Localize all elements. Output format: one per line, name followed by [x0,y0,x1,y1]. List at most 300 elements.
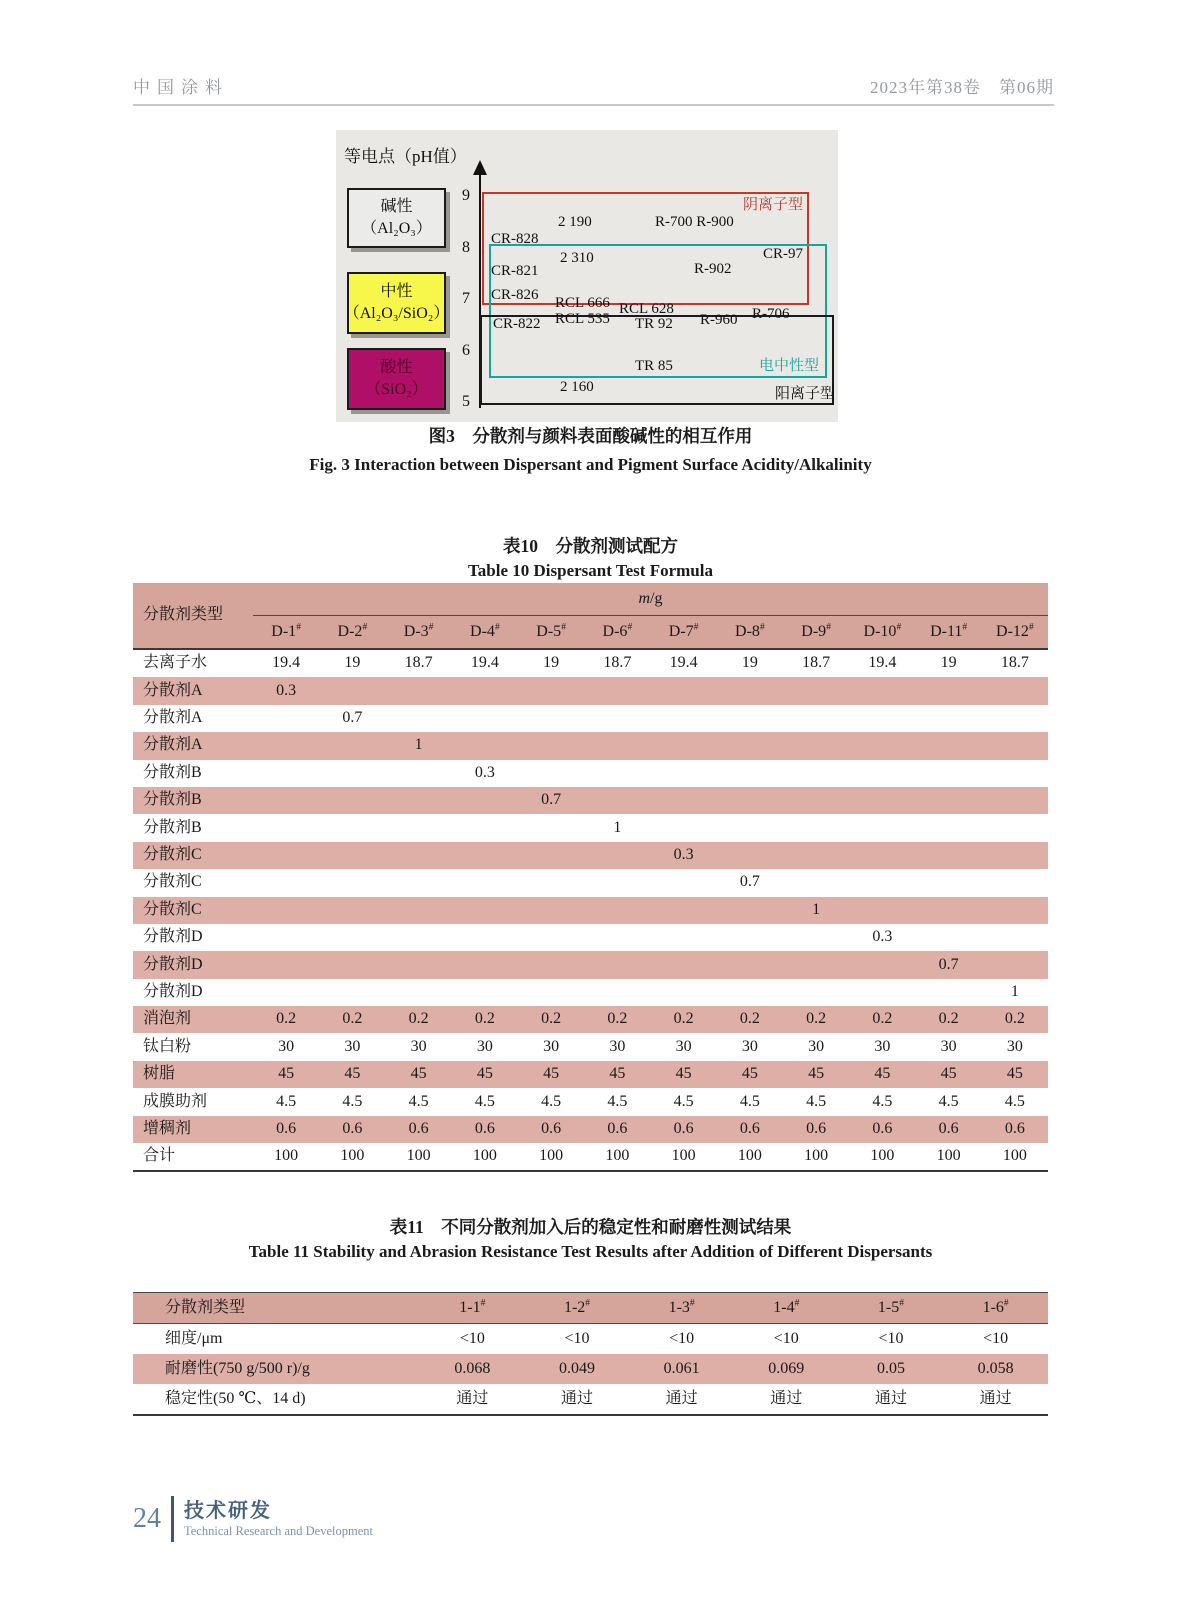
table-cell: 30 [808,1037,825,1055]
table-cell [916,787,982,814]
table-cell [783,869,849,896]
table-cell [452,951,518,978]
table-cell [651,814,717,841]
table11-title-en-wrap [133,1243,1048,1261]
table-cell [916,677,982,704]
table-cell [916,897,982,924]
table-cell [916,842,982,869]
table-cell: 分散剂C [133,897,253,924]
table11 [133,1292,1048,1416]
table-cell: 0.05 [839,1354,944,1384]
table-cell [319,924,385,951]
table-cell: 4.5 [872,1092,893,1110]
page-number: 24 [133,1503,161,1534]
table10-title-cn-wrap [133,538,1048,556]
table-cell [717,897,783,924]
footer-section [184,1499,373,1539]
header-cell: D-5# [518,616,584,650]
table-cell: 45 [253,1061,319,1088]
data-point-label: 阳离子型 [775,386,836,403]
table-cell [982,787,1048,814]
table-cell: 45 [717,1061,783,1088]
table-row [133,1033,1048,1060]
table-row [133,1116,1048,1143]
table-cell [783,814,849,841]
table-cell [584,677,650,704]
data-point-label: CR-826 [491,286,539,303]
table-cell: 0.7 [342,709,363,727]
table-cell: 4.5 [541,1092,562,1110]
data-point-label: R-902 [694,261,732,278]
table-cell [253,869,319,896]
table-cell [518,951,584,978]
table-cell: <10 [669,1329,695,1347]
table-cell [452,732,518,759]
table-cell: 0.6 [982,1116,1048,1143]
table-cell: 分散剂B [143,818,202,836]
table-cell: 4.5 [806,1092,827,1110]
table11-title-en: Table 11 Stability and Abrasion Resistance Test Results after Addition of Different Dispersants [248,1242,933,1261]
table-cell [518,760,584,787]
table-cell [849,732,915,759]
table-cell: 4.5 [408,1092,429,1110]
table-row [133,1088,1048,1115]
table10-title-en: Table 10 Dispersant Test Formula [468,561,713,580]
table-cell: 0.2 [319,1006,385,1033]
figure-caption-cn: 图3 分散剂与颜料表面酸碱性的相互作用 [428,426,753,446]
table-cell: 30 [675,1037,692,1055]
table-cell: 100 [717,1143,783,1171]
table-cell: 0.3 [474,763,495,781]
table-cell: 分散剂A [143,709,203,727]
table10 [133,583,1048,1172]
category-box-alkaline [347,188,446,248]
header-cell: 1-5# [839,1293,944,1324]
table-cell: 19.4 [470,654,499,672]
table-cell: 0.7 [739,873,760,891]
header-cell: 1-1# [420,1293,525,1324]
table-cell [584,951,650,978]
figure-plot [336,130,838,422]
table10-title-cn: 表10 分散剂测试配方 [503,536,678,556]
table-cell [452,705,518,732]
table-cell: 0.061 [629,1354,734,1384]
table-cell: 0.6 [651,1116,717,1143]
table-cell: 4.5 [474,1092,495,1110]
table-cell [849,760,915,787]
table-cell: 100 [386,1143,452,1171]
table-cell [584,760,650,787]
table-cell [584,897,650,924]
table-cell [717,760,783,787]
table-cell [452,869,518,896]
table-cell: 100 [982,1143,1048,1171]
table-cell [253,732,319,759]
table-cell: 30 [410,1037,427,1055]
table-cell [584,842,650,869]
table-cell [452,924,518,951]
table-cell [717,814,783,841]
table-cell [253,897,319,924]
table-cell: 4.5 [938,1092,959,1110]
page-header [133,72,1054,106]
header-cell: 1-4# [734,1293,839,1324]
table-cell: 分散剂C [133,842,253,869]
table-cell: 0.2 [518,1006,584,1033]
table-row [133,1324,1048,1355]
table-cell: 18.7 [404,654,433,672]
table-cell [253,979,319,1006]
table-cell: 18.7 [1000,654,1029,672]
table-cell [319,842,385,869]
table-cell [253,705,319,732]
table-cell: 分散剂D [143,982,203,1000]
y-tick: 8 [462,238,470,256]
table-cell [319,869,385,896]
table-cell: 0.2 [849,1006,915,1033]
header-cell: D-10# [849,616,915,650]
table-cell: 0.6 [916,1116,982,1143]
table-row [133,924,1048,951]
y-axis-arrow-icon [473,160,487,175]
header-cell: D-1# [253,616,319,650]
table-cell [849,705,915,732]
table-cell [386,979,452,1006]
table-cell: 0.049 [525,1354,630,1384]
table-cell [386,951,452,978]
table-cell: 18.7 [802,654,831,672]
data-point-label: CR-828 [491,230,539,247]
table-cell: 0.7 [518,787,584,814]
table-cell [518,705,584,732]
table-cell: 0.2 [452,1006,518,1033]
data-point-label: CR-822 [493,315,541,332]
table-cell: 30 [278,1037,295,1055]
y-tick: 6 [462,341,470,359]
table-cell: 30 [1006,1037,1023,1055]
table-cell: 0.2 [584,1006,650,1033]
table10-title-en-wrap [133,562,1048,580]
table-cell: 4.5 [276,1092,297,1110]
table-cell [982,869,1048,896]
table-cell [916,732,982,759]
category-label: 碱性 [380,198,413,216]
data-point-label: RCL 628 [619,300,674,317]
table-cell: 30 [741,1037,758,1055]
table-cell [319,787,385,814]
table-cell [651,951,717,978]
table-cell: 0.2 [783,1006,849,1033]
table-cell: 细度/μm [165,1329,223,1347]
table-cell [518,869,584,896]
table-row [133,1006,1048,1033]
data-point-label: R-700 R-900 [655,213,734,230]
header-cell: 分散剂类型 [133,1293,420,1324]
table-cell [783,979,849,1006]
table-cell [518,897,584,924]
table-cell: 0.6 [319,1116,385,1143]
category-formula: （Al₂O₃） [361,220,432,237]
table-cell [253,760,319,787]
table-cell [319,732,385,759]
category-box-neutral [343,272,450,334]
table-cell [783,842,849,869]
footer-section-en: Technical Research and Development [184,1524,373,1538]
data-point-label: 电中性型 [759,357,820,374]
table-row [133,897,1048,924]
table-cell: 100 [849,1143,915,1171]
table-cell: 100 [783,1143,849,1171]
table-cell: 0.6 [518,1116,584,1143]
table-cell [319,951,385,978]
header-cell: D-11# [916,616,982,650]
table-cell [783,787,849,814]
table-cell: 45 [916,1061,982,1088]
table-cell: 1 [613,818,622,836]
table-row [133,705,1048,732]
header-cell: D-4# [452,616,518,650]
table-cell: 1 [386,732,452,759]
table-cell: 合计 [133,1143,253,1171]
table-cell [584,705,650,732]
table-cell: 0.069 [734,1354,839,1384]
table-cell [319,814,385,841]
header-cell: 1-6# [943,1293,1048,1324]
table-cell: 0.6 [386,1116,452,1143]
table-cell: 30 [874,1037,891,1055]
category-label: 酸性 [380,359,413,377]
table-cell [651,677,717,704]
table11-title-cn-wrap [133,1219,1048,1237]
table-cell: 19 [543,654,560,672]
table-cell: 0.2 [651,1006,717,1033]
table-row [133,814,1048,841]
data-point-label: R-960 [700,312,738,329]
table-row [133,1143,1048,1171]
table-cell: <10 [459,1329,485,1347]
table-cell [253,787,319,814]
table-cell [916,760,982,787]
table-cell: 稳定性(50 ℃、14 d) [133,1384,420,1415]
table-cell [849,842,915,869]
table-cell [783,924,849,951]
table-cell [386,705,452,732]
table-cell [584,924,650,951]
table-cell: 4.5 [739,1092,760,1110]
table-cell: 100 [916,1143,982,1171]
table-cell [982,677,1048,704]
table-cell [584,732,650,759]
table-cell: 30 [609,1037,626,1055]
table-cell [518,842,584,869]
table-cell: 4.5 [607,1092,628,1110]
table-cell: 100 [584,1143,650,1171]
table-cell: 0.068 [420,1354,525,1384]
table-cell: <10 [564,1329,590,1347]
table-row [133,1354,1048,1384]
table-cell [916,869,982,896]
table-cell: 1 [1010,982,1019,1000]
table-cell: 钛白粉 [143,1037,192,1055]
table-cell [319,897,385,924]
table-cell [651,897,717,924]
table-cell [386,842,452,869]
table-cell: 0.2 [916,1006,982,1033]
table-cell [916,979,982,1006]
data-point-label: 2 310 [560,249,594,266]
category-box-acidic [347,348,446,410]
table-cell: 19 [344,654,361,672]
table-cell [651,979,717,1006]
table-cell: 100 [651,1143,717,1171]
table-cell [849,677,915,704]
data-point-label: TR 85 [635,357,673,374]
table-cell: 0.6 [783,1116,849,1143]
table-cell: 100 [518,1143,584,1171]
table-cell [783,760,849,787]
table-cell: 0.3 [872,928,893,946]
table-cell: 45 [783,1061,849,1088]
table-cell [916,924,982,951]
table-cell: 分散剂C [143,873,202,891]
table-row [133,951,1048,978]
table-cell [319,677,385,704]
table-cell [518,979,584,1006]
table-cell [651,924,717,951]
table-row [133,649,1048,677]
journal-name: 中国涂料 [133,78,229,97]
table-cell: 通过 [629,1384,734,1415]
table-cell: 100 [452,1143,518,1171]
table-cell: 19 [940,654,957,672]
table-cell: 0.6 [849,1116,915,1143]
header-cell: m/g [253,583,1048,616]
table-cell: 0.2 [982,1006,1048,1033]
table-cell: 30 [476,1037,493,1055]
table-cell [651,869,717,896]
table-cell [518,814,584,841]
table-cell: 通过 [420,1384,525,1415]
table-cell: 分散剂B [133,787,253,814]
table-cell [651,760,717,787]
table-cell: 45 [849,1061,915,1088]
table-cell: 分散剂A [133,732,253,759]
table-cell: 30 [543,1037,560,1055]
table-cell [319,979,385,1006]
table-row [133,842,1048,869]
table-cell: 分散剂B [143,763,202,781]
table-cell [386,787,452,814]
data-point-label: CR-821 [491,262,539,279]
table-cell: 45 [386,1061,452,1088]
table-cell [717,787,783,814]
table-cell: 通过 [839,1384,944,1415]
data-point-label: RCL 535 [555,310,610,327]
table-cell [584,979,650,1006]
data-point-label: 2 160 [560,378,594,395]
table-row [133,760,1048,787]
table-cell [783,705,849,732]
table-cell: 19.4 [868,654,897,672]
data-point-label: CR-97 [763,246,804,263]
header-cell: D-9# [783,616,849,650]
table-cell [783,732,849,759]
header-cell: 1-3# [629,1293,734,1324]
table-cell: 19.4 [669,654,698,672]
table-cell [849,979,915,1006]
table-cell [982,924,1048,951]
table-row [133,979,1048,1006]
table-cell [717,951,783,978]
table-cell: 消泡剂 [133,1006,253,1033]
table-cell [386,814,452,841]
data-point-label: 2 190 [558,213,592,230]
y-tick: 9 [462,187,470,204]
page-footer [133,1496,373,1542]
table-cell: 4.5 [342,1092,363,1110]
table-cell [849,951,915,978]
table-cell: <10 [983,1329,1009,1347]
table-cell: 0.6 [717,1116,783,1143]
category-formula: （SiO₂） [365,381,428,398]
header-cell: D-8# [717,616,783,650]
table-cell: 0.7 [916,951,982,978]
y-tick: 5 [462,393,470,410]
table-cell: 分散剂A [133,677,253,704]
table-cell: <10 [773,1329,799,1347]
table-cell: 0.3 [651,842,717,869]
data-point-label: TR 92 [635,315,673,332]
table-cell: <10 [878,1329,904,1347]
figure-y-axis-title: 等电点（pH值） [344,147,467,166]
table-row [133,787,1048,814]
table-cell [717,979,783,1006]
y-tick: 7 [462,290,470,307]
table-cell [717,842,783,869]
table-cell [518,732,584,759]
footer-divider [171,1496,174,1542]
table-cell: 4.5 [673,1092,694,1110]
table-cell [386,897,452,924]
table-row [133,869,1048,896]
table-cell: 45 [982,1061,1048,1088]
table-cell [717,705,783,732]
table-cell [386,760,452,787]
data-point-label: 阴离子型 [743,197,804,214]
table-cell: 通过 [734,1384,839,1415]
table-cell [849,814,915,841]
table-row [133,732,1048,759]
table-cell [386,677,452,704]
table-cell: 18.7 [603,654,632,672]
table-cell [982,951,1048,978]
table-cell: 45 [651,1061,717,1088]
table-cell [518,677,584,704]
category-formula: （Al₂O₃/SiO₂） [343,305,450,322]
table-cell [849,897,915,924]
table-cell [452,814,518,841]
header-cell: 分散剂类型 [133,583,253,649]
table-cell: 0.6 [452,1116,518,1143]
table-cell [452,979,518,1006]
figure-caption-en-wrap [133,456,1048,474]
table-cell: 19 [741,654,758,672]
table-cell [452,897,518,924]
table-cell: 30 [940,1037,957,1055]
table-cell [982,705,1048,732]
data-point-label: RCL 666 [555,295,610,312]
table-cell: 100 [319,1143,385,1171]
